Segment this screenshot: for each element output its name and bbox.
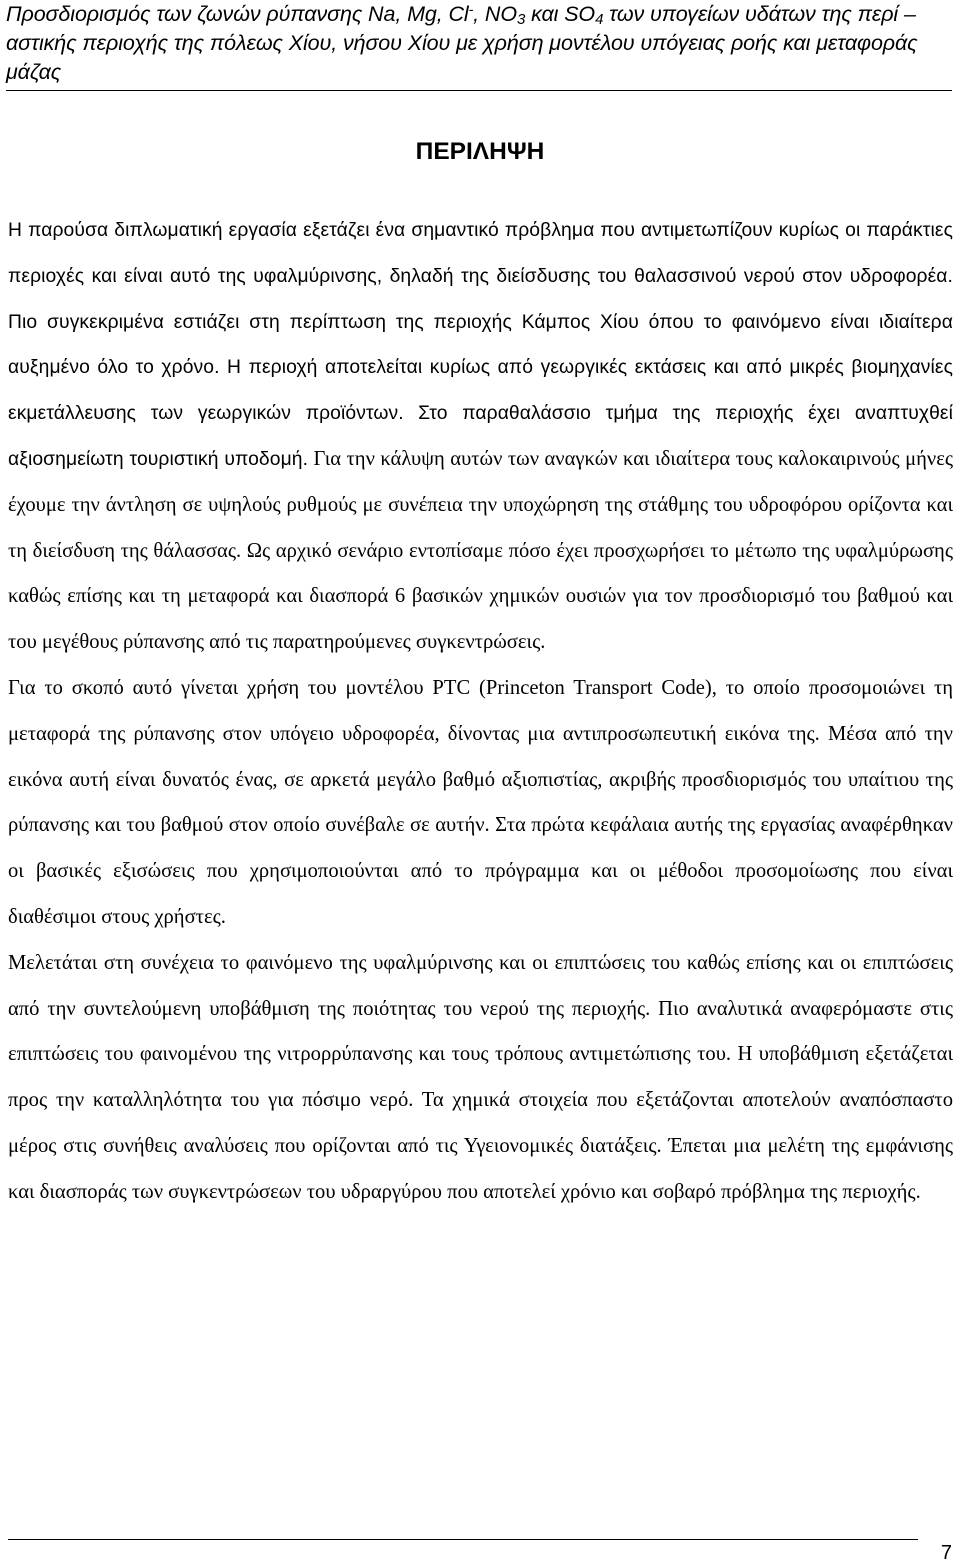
header-sulfate-subscript: 4 <box>595 11 604 28</box>
abstract-paragraph-2: Για το σκοπό αυτό γίνεται χρήση του μοντέλου PTC (Princeton Transport Code), το οποίο προσομοιώνει τη μεταφορά της ρύπανσης στον υπόγειο υδροφορέα, δίνοντας μια αντιπροσωπευτική εικόνα της. Μέσα από την εικόνα αυτή είναι δυνατός ένας, σε αρκετά μεγάλο βαθμό αξιοπιστίας, ακριβής προσδιορισμός του υπαίτιου της ρύπανσης και του βαθμού στον οποίο συνέβαλε σε αυτήν. Στα πρώτα κεφάλαια αυτής της εργασίας αναφέρθηκαν οι βασικές εξισώσεις που χρησιμοποιούνται από το πρόγραμμα και οι μέθοδοι προσομοίωσης που είναι διαθέσιμοι στους χρήστες. <box>8 676 953 928</box>
header-title-part1: Προσδιορισμός των ζωνών ρύπανσης Na, Mg, Cl <box>6 2 469 26</box>
paragraph-1-sentence-4: Για την κάλυψη αυτών των αναγκών και ιδιαίτερα τους καλοκαιρινούς μήνες έχουμε την άντληση σε υψηλούς ρυθμούς με συνέπεια την υποχώρηση της στάθμης του υδροφόρου ορίζοντα και τη διείσδυση της θάλασσας. Ως αρχικό σενάριο εντοπίσαμε πόσο έχει προσχωρήσει το μέτωπο της υφαλμύρωσης καθώς επίσης και τη μεταφορά και διασπορά 6 βασικών χημικών ουσιών για τον προσδιορισμό του βαθμού και του μεγέθους ρύπανσης από τις παρατηρούμενες συγκεντρώσεις. <box>8 447 953 654</box>
header-title-part3: και SO <box>525 2 596 26</box>
page-number: 7 <box>940 1542 952 1564</box>
header-chloride-superscript: - <box>468 1 474 17</box>
abstract-paragraph-1 <box>8 208 953 666</box>
abstract-paragraph-3: Μελετάται στη συνέχεια το φαινόμενο της υφαλμύρινσης και οι επιπτώσεις του καθώς επίσης και οι επιπτώσεις από την συντελούμενη υποβάθμιση της ποιότητας του νερού της περιοχής. Πιο αναλυτικά αναφερόμαστε στις επιπτώσεις του φαινομένου της νιτρορρύπανσης και τους τρόπους αντιμετώπισης του. Η υποβάθμιση εξετάζεται προς την καταλληλότητα του για πόσιμο νερό. Τα χημικά στοιχεία που εξετάζονται αποτελούν αναπόσπαστο μέρος στις συνήθεις αναλύσεις που ορίζονται από τις Υγειονομικές διατάξεις. Έπεται μια μελέτη της εμφάνισης και διασποράς των συγκεντρώσεων του υδραργύρου που αποτελεί χρόνιο και σοβαρό πρόβλημα της περιοχής. <box>8 951 953 1203</box>
abstract-body <box>8 208 953 1216</box>
paragraph-1-sentence-2: Πιο συγκεκριμένα εστιάζει στη περίπτωση της περιοχής Κάμπος Χίου όπου το φαινόμενο είναι ιδιαίτερα αυξημένο όλο το χρόνο. Η περιοχή αποτελείται κυρίως από γεωργικές εκτάσεις και από μικρές βιομηχανίες εκμετάλλευσης των γεωργικών προϊόντων. <box>8 311 953 425</box>
paragraph-1-sentence-1: Η παρούσα διπλωματική εργασία εξετάζει ένα σημαντικό πρόβλημα που αντιμετωπίζουν κυρίως οι παράκτιες περιοχές και είναι αυτό της υφαλμύρινσης, δηλαδή της διείσδυσης του θαλασσινού νερού στον υδροφορέα. <box>8 220 953 287</box>
header-title-part4: των υπογείων υδάτων της περί – αστικής περιοχής της πόλεως Χίου, νήσου Χίου με χρήση μοντέλου υπόγειας ροής και μεταφοράς μάζας <box>6 2 918 84</box>
footer-rule <box>8 1539 918 1540</box>
header-nitrate-subscript: 3 <box>516 11 526 28</box>
abstract-heading: ΠΕΡΙΛΗΨΗ <box>415 138 545 165</box>
paragraph-1-sentence-3: Στο παραθαλάσσιο τμήμα της περιοχής έχει αναπτυχθεί αξιοσημείωτη τουριστική υποδομή. <box>8 403 953 470</box>
header-title-part2: , NO <box>473 2 517 26</box>
running-header <box>6 0 952 91</box>
